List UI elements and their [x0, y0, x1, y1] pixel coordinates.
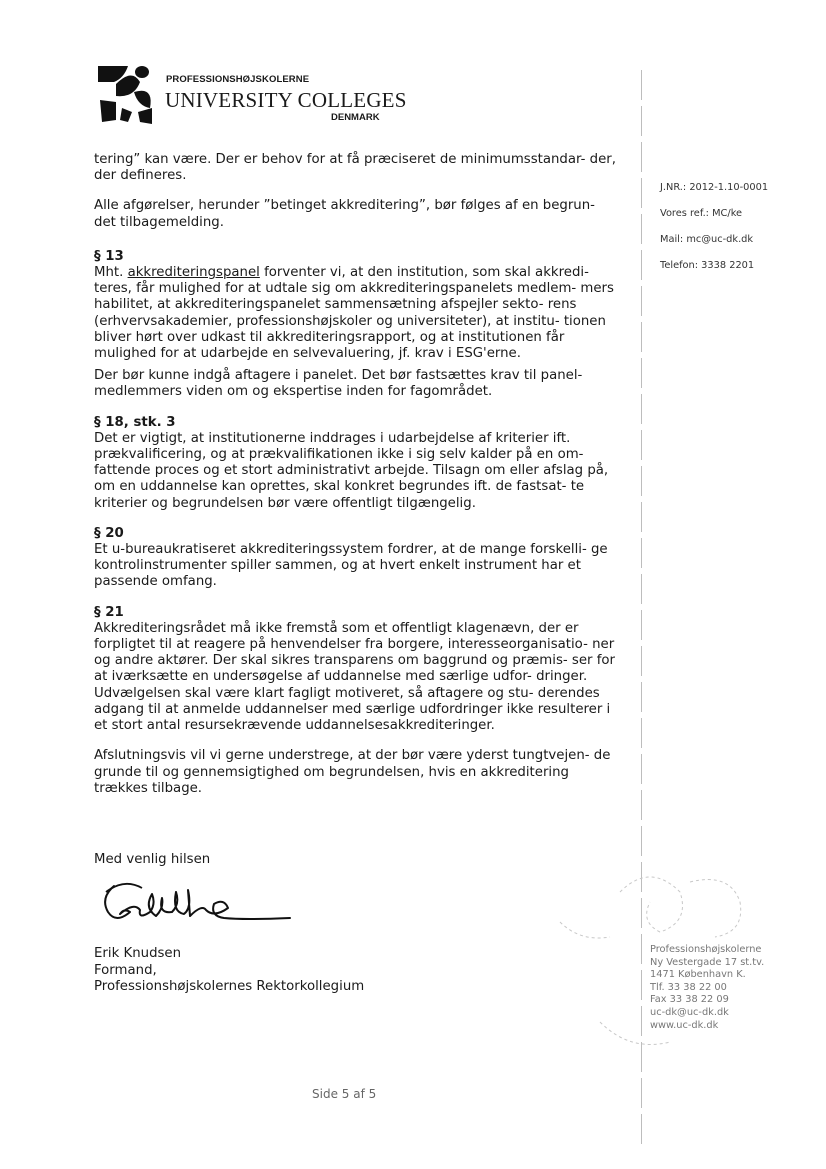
paragraph: Der bør kunne indgå aftagere i panelet. Det bør fastsættes krav til panel- medlemmers viden om og ekspertise inden for fagområdet.: [94, 368, 583, 400]
our-reference: Vores ref.: MC/ke: [660, 208, 743, 219]
stamp-line: Tlf. 33 38 22 00: [650, 981, 727, 993]
page-number: Side 5 af 5: [312, 1087, 377, 1101]
stamp-line: www.uc-dk.dk: [650, 1019, 719, 1031]
phone-number: Telefon: 3338 2201: [660, 260, 755, 271]
section-heading: § 20: [94, 525, 124, 541]
signatory-org: Professionshøjskolernes Rektorkollegium: [94, 979, 365, 994]
university-colleges-logo-icon: [94, 62, 156, 126]
logo-top-text: PROFESSIONSHØJSKOLERNE: [166, 74, 310, 85]
signatory-title: Formand,: [94, 962, 157, 978]
section-heading: § 18, stk. 3: [94, 414, 176, 430]
letterhead-logo: [94, 62, 414, 130]
stamp-line: Fax 33 38 22 09: [650, 994, 729, 1006]
reference-sidebar: [660, 182, 768, 286]
greeting: Med venlig hilsen: [94, 852, 211, 867]
paragraph: [94, 265, 616, 362]
underlined-term: akkrediteringspanel: [127, 265, 260, 281]
handwritten-signature-icon: [94, 868, 294, 934]
stamp-line: Professionshøjskolerne: [650, 944, 762, 955]
section-heading: § 21: [94, 604, 124, 620]
paragraph: Alle afgørelser, herunder ”betinget akkreditering”, bør følges af en begrun- det tilbagemelding.: [94, 198, 595, 230]
stamp-line: Ny Vestergade 17 st.tv.: [650, 956, 765, 968]
text-span: forventer vi, at den institution, som skal akkredi- teres, får mulighed for at udtale sig om akkrediteringspanelets medlem- mers habilitet, at akkrediteringspanelet sammensætning afspejler sekto- rens (erhvervsakademier, professionshøjskoler og universiteter), at institu- tionen bliver hørt over udkast til akkrediteringsrapport, og at institutionen får mulighed for at udarbejde en selvevaluering, jf. krav i ESG'erne.: [94, 265, 614, 362]
paragraph: Afslutningsvis vil vi gerne understrege, at der bør være yderst tungtvejen- de grunde til og gennemsigtighed om begrundelsen, hvis en akkreditering trækkes tilbage.: [94, 748, 611, 796]
paragraph: Det er vigtigt, at institutionerne inddrages i udarbejdelse af kriterier ift. prækvalificering, og at prækvalifikationen ikke i sig selv kalder på en om- fattende proces og et stort administrativt arbejde. Tilsagn om eller afslag på, om en uddannelse kan oprettes, skal konkret begrundes ift. de fastsat- te kriterier og begrundelsen bør være offentligt tilgængelig.: [94, 430, 609, 511]
letter-body: [94, 152, 616, 811]
paragraph: Akkrediteringsrådet må ikke fremstå som et offentligt klagenævn, der er forpligtet til at reagere på henvendelser fra borgere, interesseorganisatio- ner og andre aktører. Der skal sikres transparens om baggrund og præmis- ser for at iværksætte en undersøgelse af uddannelse med særlige udfor- dringer. Udvælgelsen skal være klart fagligt motiveret, så aftagere og stu- derendes adgang til at anmelde uddannelser med særlige udfordringer ikke resulterer i et stort antal resursekrævende uddannelsesakkrediteringer.: [94, 620, 615, 734]
logo-main-text: UNIVERSITY COLLEGES: [165, 88, 407, 112]
signatory: [94, 946, 364, 996]
section-heading: § 13: [94, 248, 124, 264]
stamp-line: uc-dk@uc-dk.dk: [650, 1006, 729, 1018]
stamp-line: 1471 København K.: [650, 969, 746, 981]
mail-address: Mail: mc@uc-dk.dk: [660, 234, 754, 245]
text-span: Mht.: [94, 265, 128, 281]
address-stamp: [650, 944, 764, 1032]
logo-country-text: DENMARK: [331, 112, 380, 123]
signatory-name: Erik Knudsen: [94, 946, 182, 961]
paragraph: Et u-bureaukratiseret akkrediteringssystem fordrer, at de mange forskelli- ge kontrolinstrumenter spiller sammen, og at hvert enkelt instrument har et passende omfang.: [94, 542, 608, 590]
paragraph: tering” kan være. Der er behov for at få præciseret de minimumsstandar- der, der defineres.: [94, 152, 616, 184]
journal-number: J.NR.: 2012-1.10-0001: [660, 182, 769, 193]
